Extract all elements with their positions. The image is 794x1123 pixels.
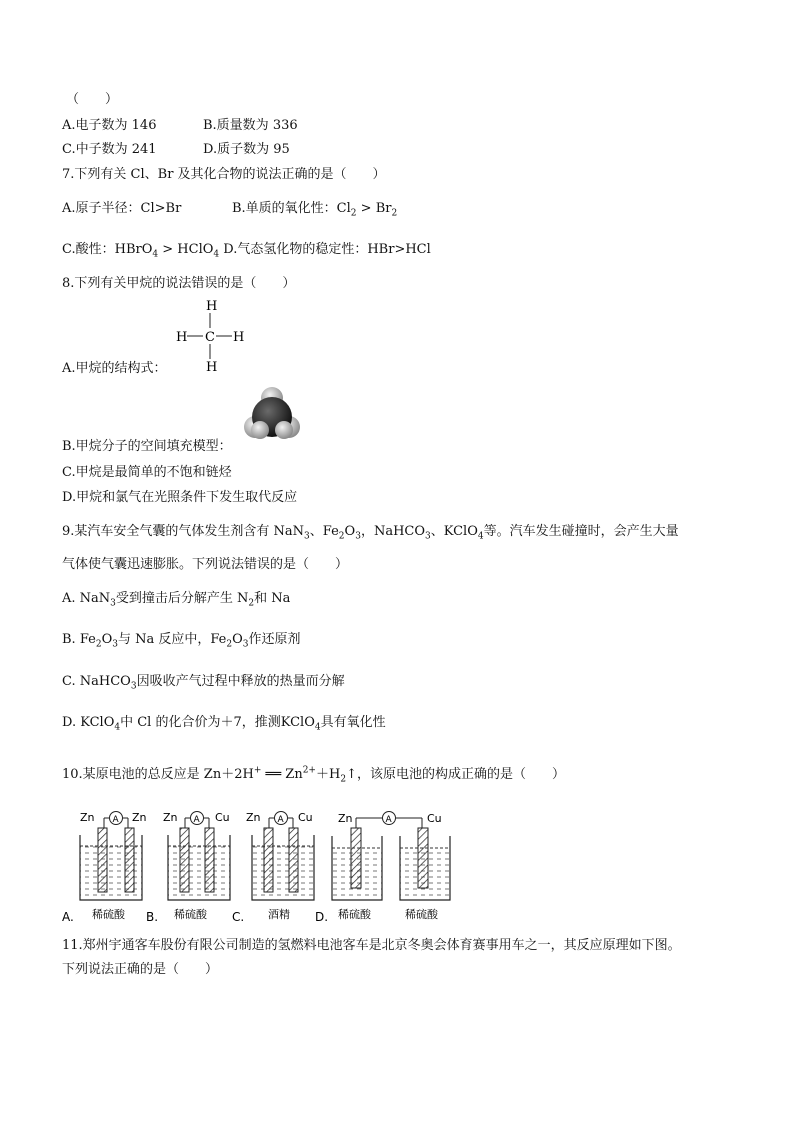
svg-text:Zn: Zn bbox=[338, 812, 353, 825]
methane-space-filling-model bbox=[242, 385, 302, 445]
q9-stem-line1: 9.某汽车安全气囊的气体发生剂含有 NaN$_3$、$Fe_2O_3$，NaHCO$_3$、KClO$_4$等。汽车发生碰撞时，会产生大量 bbox=[62, 524, 679, 542]
q9-option-c: C. NaHCO$_3$因吸收产气过程中释放的热量而分解 bbox=[62, 674, 345, 692]
q8-stem: 8.下列有关甲烷的说法错误的是（ ） bbox=[62, 276, 296, 291]
svg-text:Zn: Zn bbox=[163, 811, 178, 824]
methane-h-bottom: H bbox=[206, 360, 218, 375]
cell-d-solution-right: 稀硫酸 bbox=[405, 908, 438, 921]
svg-text:A: A bbox=[193, 815, 200, 825]
galvanic-cells-figure bbox=[60, 808, 460, 928]
cell-b-option: B. bbox=[146, 910, 159, 924]
q6-option-a: A.电子数为 146 bbox=[62, 118, 157, 133]
cell-a bbox=[80, 811, 147, 900]
q8-option-c: C.甲烷是最简单的不饱和链烃 bbox=[62, 465, 232, 480]
methane-structural-formula bbox=[170, 296, 250, 376]
svg-text:Cu: Cu bbox=[427, 812, 442, 825]
svg-text:Zn: Zn bbox=[246, 811, 261, 824]
svg-text:Zn: Zn bbox=[80, 811, 95, 824]
q11-stem-line2: 下列说法正确的是（ ） bbox=[62, 962, 219, 977]
q8-option-b: B.甲烷分子的空间填充模型： bbox=[62, 439, 232, 454]
svg-text:Cu: Cu bbox=[215, 811, 230, 824]
svg-text:Cu: Cu bbox=[298, 811, 313, 824]
q8-option-d: D.甲烷和氯气在光照条件下发生取代反应 bbox=[62, 490, 298, 505]
q7-option-a: A.原子半径：Cl>Br bbox=[62, 201, 182, 216]
cell-d bbox=[332, 812, 450, 901]
q6-paren: （ ） bbox=[66, 92, 119, 107]
q8-option-a: A.甲烷的结构式： bbox=[62, 361, 167, 376]
cell-b bbox=[163, 811, 230, 900]
svg-text:A: A bbox=[112, 815, 119, 825]
svg-text:A: A bbox=[277, 815, 284, 825]
cell-c-option: C. bbox=[232, 910, 245, 924]
cell-c-solution: 酒精 bbox=[268, 908, 290, 921]
q7-stem: 7.下列有关 Cl、Br 及其化合物的说法正确的是（ ） bbox=[62, 167, 386, 182]
methane-c: C bbox=[205, 330, 215, 345]
methane-h-top: H bbox=[206, 299, 218, 314]
q11-stem-line1: 11.郑州宇通客车股份有限公司制造的氢燃料电池客车是北京冬奥会体育赛事用车之一，其反应原理如下图。 bbox=[62, 938, 681, 953]
methane-h-left: H bbox=[176, 330, 188, 345]
methane-h-right: H bbox=[233, 330, 245, 345]
cell-d-solution-left: 稀硫酸 bbox=[338, 908, 371, 921]
q6-option-c: C.中子数为 241 bbox=[62, 142, 157, 157]
cell-d-option: D. bbox=[315, 910, 329, 924]
svg-text:Zn: Zn bbox=[132, 811, 147, 824]
q7-option-c-d: C.酸性：HBrO$_4$ > HClO$_4$ D.气态氢化物的稳定性：HBr>HCl bbox=[62, 242, 431, 260]
q9-stem-line2: 气体使气囊迅速膨胀。下列说法错误的是（ ） bbox=[62, 557, 349, 572]
cell-b-solution: 稀硫酸 bbox=[174, 908, 207, 921]
svg-text:A: A bbox=[385, 815, 392, 825]
cell-a-solution: 稀硫酸 bbox=[92, 908, 125, 921]
q6-option-b: B.质量数为 336 bbox=[203, 118, 298, 133]
q9-option-a: A. NaN$_3$受到撞击后分解产生 $N_2$和 Na bbox=[62, 591, 291, 609]
q9-option-d: D. KClO$_4$中 Cl 的化合价为＋7，推测KClO$_4$具有氧化性 bbox=[62, 715, 386, 733]
q6-option-d: D.质子数为 95 bbox=[203, 142, 290, 157]
cell-c bbox=[246, 811, 314, 900]
q7-option-b: B.单质的氧化性：$Cl_2 > Br_2$ bbox=[232, 201, 398, 219]
cell-a-option: A. bbox=[62, 910, 74, 924]
q10-stem: 10.某原电池的总反应是 Zn＋2H+ ══ $Zn^{2+}+H_2↑$，该原电池的构成正确的是（ ） bbox=[62, 765, 565, 785]
q9-option-b: B. $Fe_2O_3$与 Na 反应中，$Fe_2O_3$作还原剂 bbox=[62, 632, 301, 650]
